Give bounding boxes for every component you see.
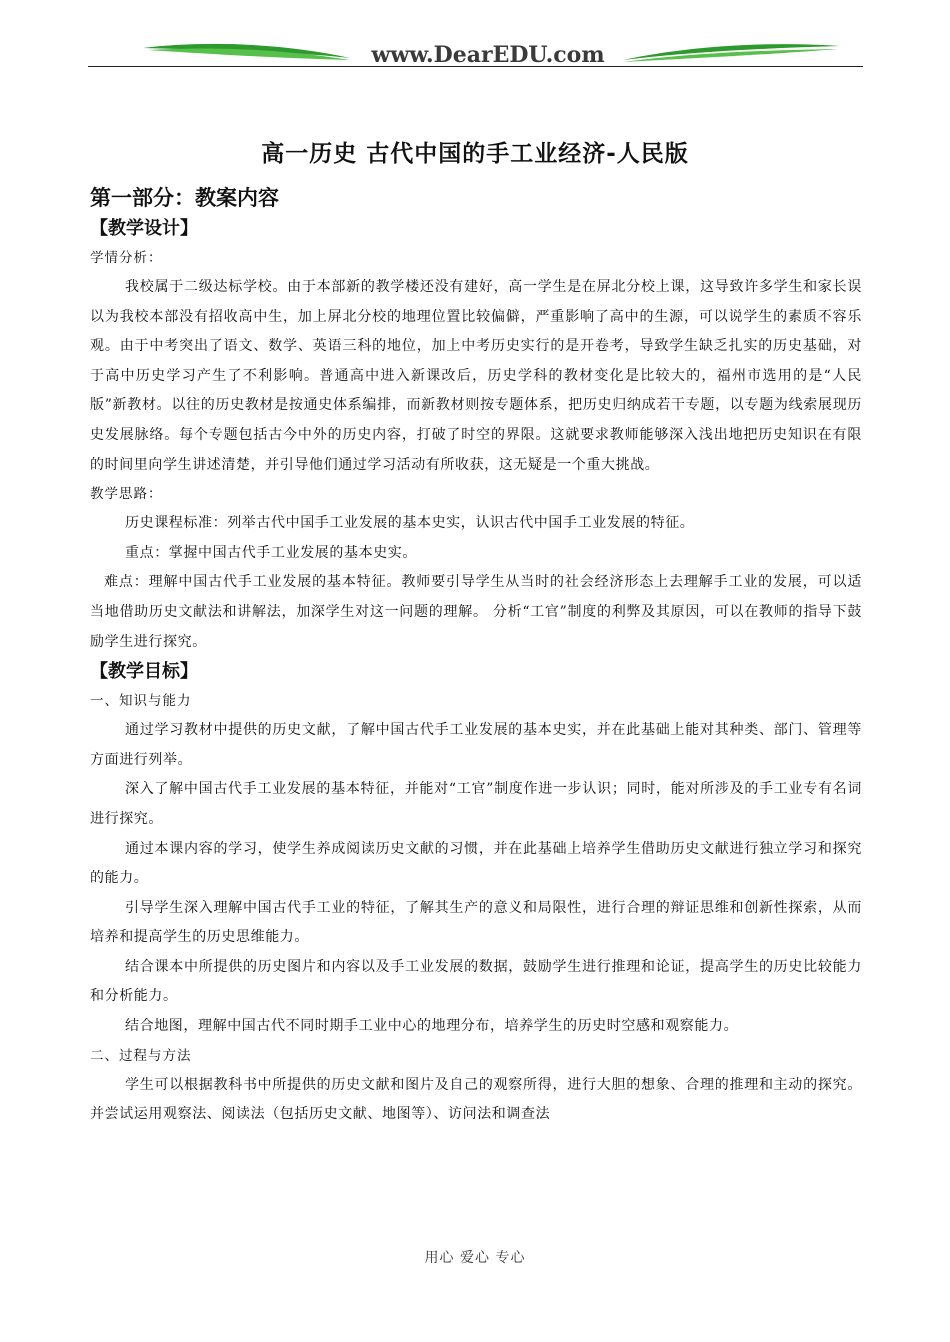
document-body xyxy=(90,182,862,1130)
goal-paragraph: 通过学习教材中提供的历史文献，了解中国古代手工业发展的基本史实，并在此基础上能对其种类、部门、管理等方面进行列举。 xyxy=(90,722,862,768)
analysis-label: 学情分析： xyxy=(90,250,163,266)
part-heading: 第一部分：教案内容 xyxy=(90,186,279,210)
course-standard: 历史课程标准：列举古代中国手工业发展的基本史实，认识古代中国手工业发展的特征。 xyxy=(125,515,695,532)
goal-paragraph: 通过本课内容的学习，使学生养成阅读历史文献的习惯，并在此基础上培养学生借助历史文献进行独立学习和探究的能力。 xyxy=(90,840,862,887)
goal-paragraph: 深入了解中国古代手工业发展的基本特征，并能对“工官”制度作进一步认识；同时，能对所涉及的手工业专有名词进行探究。 xyxy=(90,781,862,827)
goal-paragraph: 结合课本中所提供的历史图片和内容以及手工业发展的数据，鼓励学生进行推理和论证，提高学生的历史比较能力和分析能力。 xyxy=(90,958,862,1005)
section-heading-goals: 【教学目标】 xyxy=(90,661,198,683)
header-divider xyxy=(88,66,863,67)
page-footer: 用心 爱心 专心 xyxy=(424,1250,526,1266)
ideas-label: 教学思路： xyxy=(90,486,163,503)
section-heading-design: 【教学设计】 xyxy=(90,218,198,239)
goal-paragraph: 引导学生深入理解中国古代手工业的特征，了解其生产的意义和局限性，进行合理的辩证思维和创新性探索，从而培养和提高学生的历史思维能力。 xyxy=(90,899,862,946)
subheading-knowledge: 一、知识与能力 xyxy=(90,693,192,710)
document-title: 高一历史 古代中国的手工业经济-人民版 xyxy=(261,141,689,167)
difficulty-paragraph: 难点：理解中国古代手工业发展的基本特征。教师要引导学生从当时的社会经济形态上去理解手工业的发展，可以适当地借助历史文献法和讲解法，加深学生对这一问题的理解。 分析“工官”制度的利弊及其原因，可以在教师的指导下鼓励学生进行探究。 xyxy=(90,574,862,650)
subheading-process: 二、过程与方法 xyxy=(90,1047,192,1064)
key-point: 重点：掌握中国古代手工业发展的基本史实。 xyxy=(125,544,417,561)
site-logo-text: www.DearEDU.com xyxy=(371,42,605,68)
goal-paragraph: 学生可以根据教科书中所提供的历史文献和图片及自己的观察所得，进行大胆的想象、合理的推理和主动的探究。并尝试运用观察法、阅读法（包括历史文献、地图等）、访问法和调查法 xyxy=(90,1076,862,1123)
analysis-paragraph: 我校属于二级达标学校。由于本部新的教学楼还没有建好，高一学生是在屏北分校上课，这导致许多学生和家长误以为我校本部没有招收高中生，加上屏北分校的地理位置比较偏僻，严重影响了高中的生源，可以说学生的素质不容乐观。由于中考突出了语文、数学、英语三科的地位，加上中考历史实行的是开卷考，导致学生缺乏扎实的历史基础，对于高中历史学习产生了不利影响。普通高中进入新课改后，历史学科的教材变化是比较大的，福州市选用的是“人民版”新教材。以往的历史教材是按通史体系编排，而新教材则按专题体系，把历史归纳成若干专题，以专题为线索展现历史发展脉络。每个专题包括古今中外的历史内容，打破了时空的界限。这就要求教师能够深入浅出地把历史知识在有限的时间里向学生讲述清楚，并引导他们通过学习活动有所收获，这无疑是一个重大挑战。 xyxy=(90,279,862,473)
goal-paragraph: 结合地图，理解中国古代不同时期手工业中心的地理分布，培养学生的历史时空感和观察能力。 xyxy=(125,1018,739,1035)
